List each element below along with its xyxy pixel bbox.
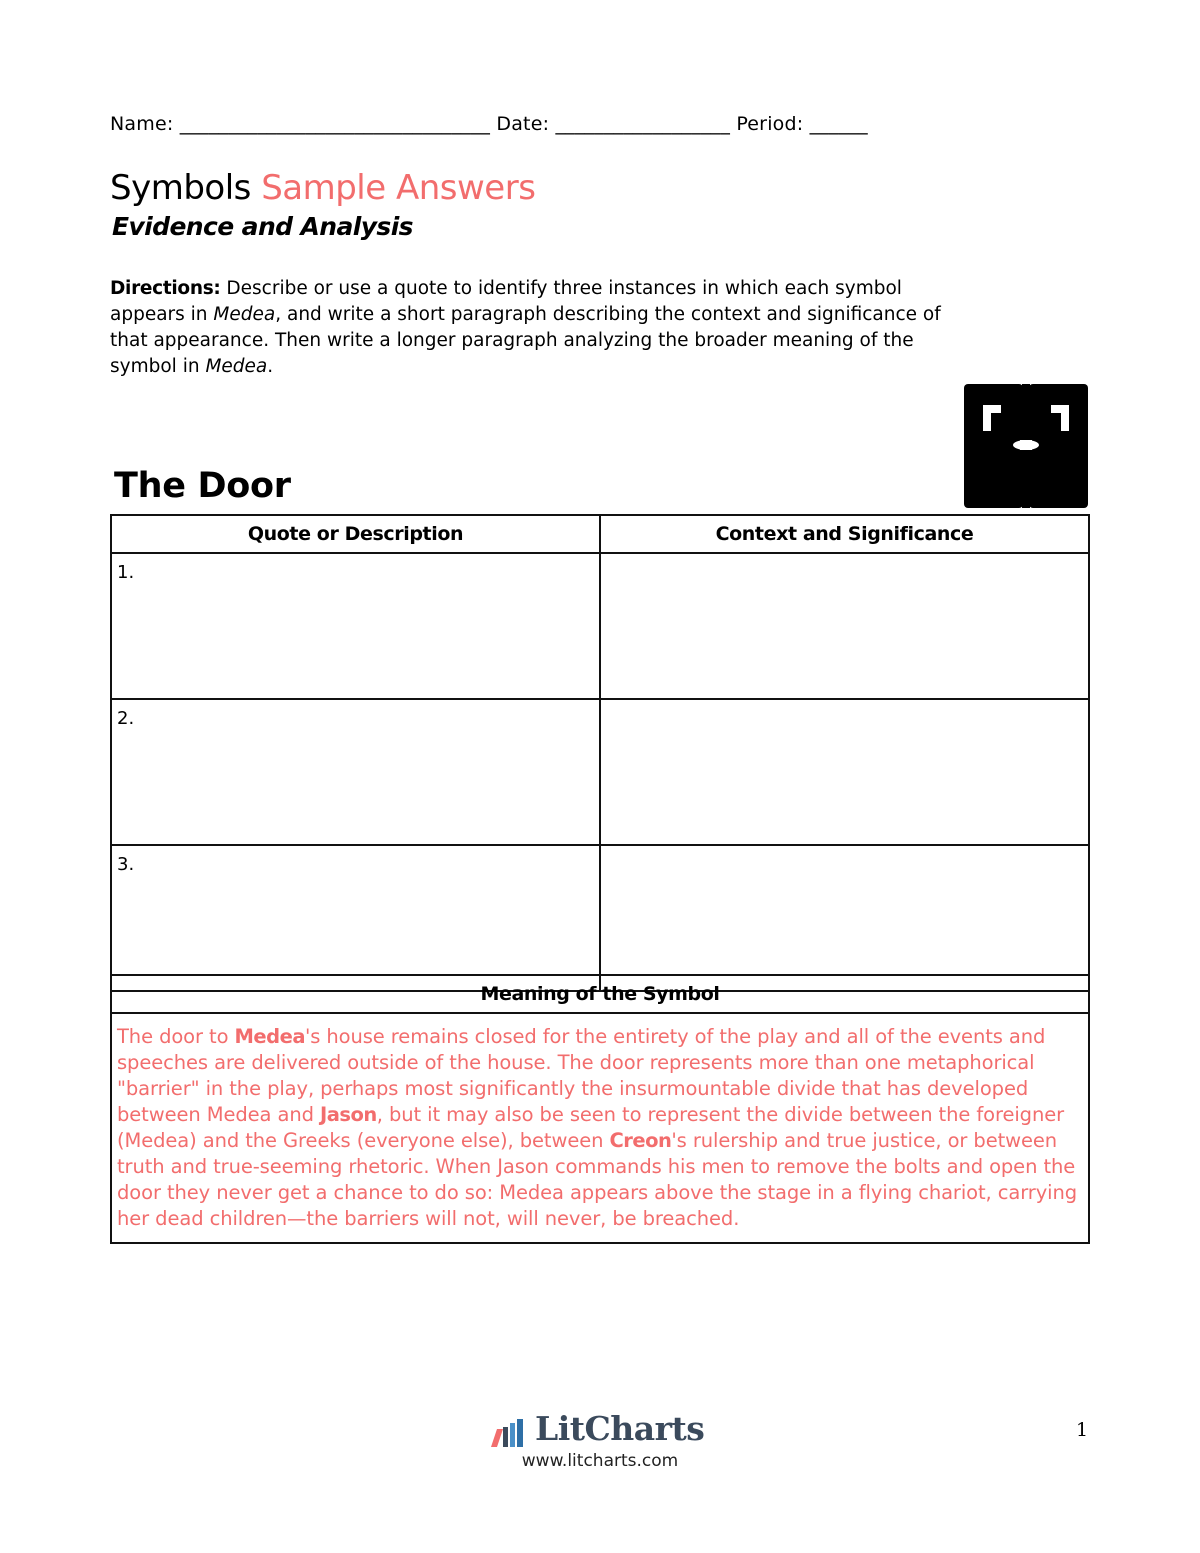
title-main: Symbols (110, 168, 251, 208)
page-title (110, 168, 535, 208)
name-label: Name: (110, 113, 174, 135)
page-subtitle: Evidence and Analysis (112, 212, 413, 241)
directions-text-2: , and write a short paragraph describing the context and significance of that appearance. Then write a longer paragraph analyzing the broader meaning of the symbol in (110, 304, 941, 377)
directions (110, 276, 950, 380)
meaning-text (111, 1013, 1089, 1243)
name-blank[interactable]: ________________________________ (179, 113, 491, 135)
column-header-context: Context and Significance (600, 515, 1089, 553)
context-cell[interactable] (600, 845, 1089, 991)
door-icon (963, 383, 1089, 509)
character-creon-link[interactable]: Creon (609, 1129, 672, 1152)
row-number: 1. (117, 562, 135, 583)
table-row (111, 845, 1089, 991)
quote-cell[interactable] (111, 553, 600, 699)
footer-url[interactable]: www.litcharts.com (521, 1451, 679, 1471)
meaning-text-1: The door to (117, 1025, 235, 1048)
date-blank[interactable]: __________________ (555, 113, 731, 135)
quote-cell[interactable] (111, 845, 600, 991)
table-row (111, 699, 1089, 845)
evidence-table (110, 514, 1090, 992)
context-cell[interactable] (600, 553, 1089, 699)
meaning-table (110, 974, 1090, 1244)
directions-label: Directions: (110, 278, 221, 299)
header-fields (110, 113, 868, 135)
directions-text-1: Describe or use a quote to identify three instances in which each symbol appears in (110, 278, 902, 325)
litcharts-logo[interactable] (489, 1409, 719, 1453)
page-number: 1 (1076, 1419, 1089, 1441)
work-title: Medea (205, 356, 268, 377)
section-title: The Door (114, 466, 291, 506)
context-cell[interactable] (600, 699, 1089, 845)
meaning-text-4: 's rulership and true justice, or between truth and true-seeming rhetoric. When Jason commands his men to remove the bolts and open the door they never get a chance to do so: Medea appears above the stage in a flying chariot, carrying her dead children—the barriers will not, will never, be breached. (117, 1129, 1078, 1230)
logo-text: LitCharts (535, 1409, 705, 1448)
meaning-text-2: 's house remains closed for the entirety of the play and all of the events and speeches are delivered outside of the house. The door represents more than one metaphorical "barrier" in the play, perhaps most significantly the insurmountable divide that has developed between Medea and (117, 1025, 1046, 1126)
title-accent: Sample Answers (261, 168, 536, 208)
work-title: Medea (213, 304, 276, 325)
meaning-header: Meaning of the Symbol (111, 975, 1089, 1013)
logo-bars-icon (489, 1417, 531, 1449)
character-medea-link[interactable]: Medea (234, 1025, 305, 1048)
directions-text-3: . (267, 356, 274, 377)
period-blank[interactable]: ______ (809, 113, 868, 135)
row-number: 3. (117, 854, 135, 875)
quote-cell[interactable] (111, 699, 600, 845)
character-jason-link[interactable]: Jason (319, 1103, 377, 1126)
period-label: Period: (736, 113, 804, 135)
meaning-text-3: , but it may also be seen to represent the divide between the foreigner (Medea) and the Greeks (everyone else), between (117, 1103, 1065, 1152)
row-number: 2. (117, 708, 135, 729)
table-row (111, 553, 1089, 699)
date-label: Date: (496, 113, 550, 135)
column-header-quote: Quote or Description (111, 515, 600, 553)
